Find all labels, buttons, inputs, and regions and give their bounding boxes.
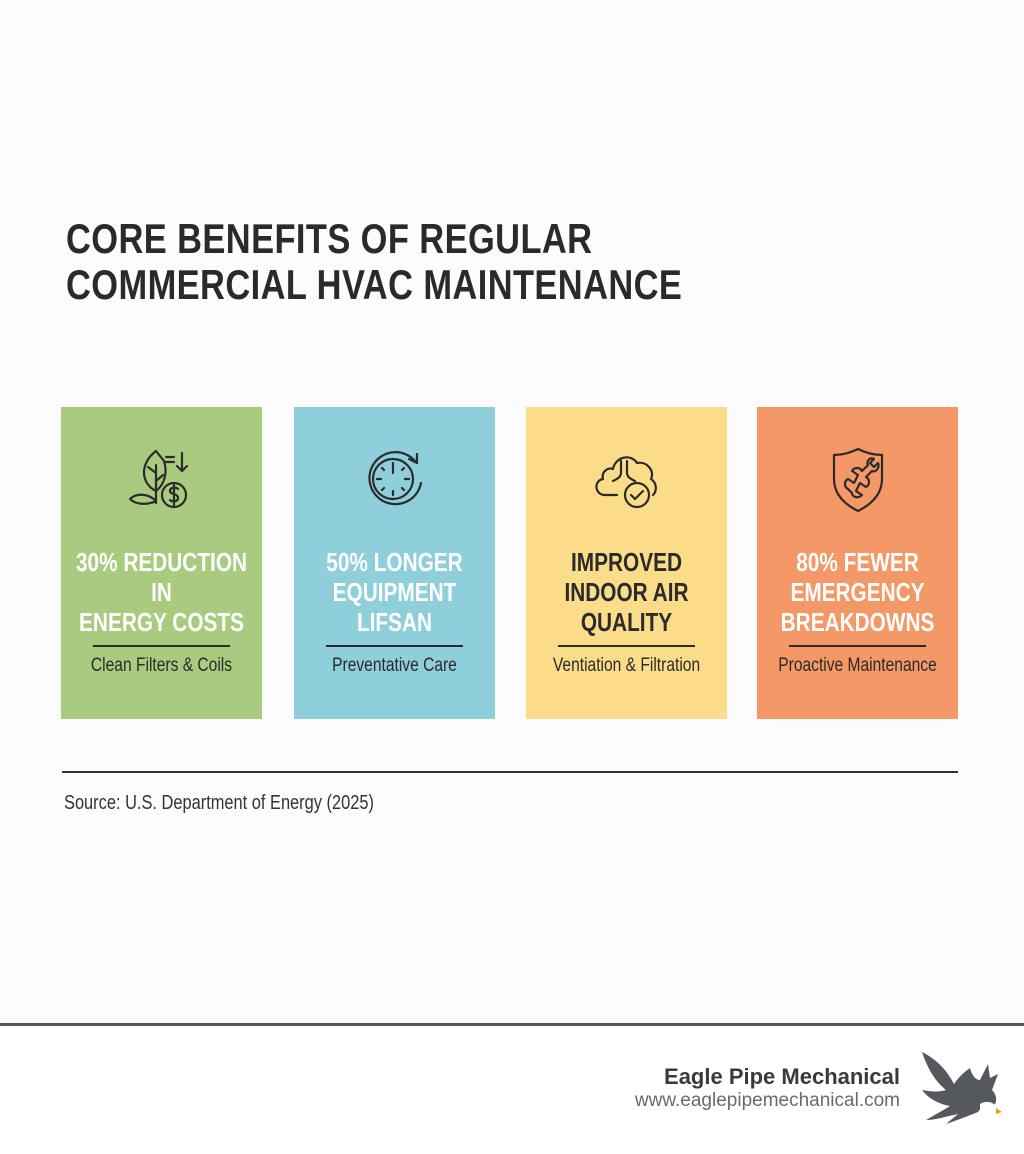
section-divider bbox=[62, 771, 958, 773]
leaf-dollar-down-icon bbox=[126, 443, 198, 515]
clock-cycle-icon bbox=[359, 443, 431, 515]
benefit-card-breakdowns bbox=[757, 407, 958, 719]
card-heading: 80% FEWER EMERGENCY BREAKDOWNS bbox=[780, 547, 935, 637]
benefit-card-lifespan bbox=[294, 407, 495, 719]
page-title bbox=[66, 216, 682, 308]
card-divider bbox=[558, 645, 695, 647]
card-subtitle: Ventiation & Filtration bbox=[552, 655, 701, 676]
card-divider bbox=[789, 645, 926, 647]
card-subtitle: Proactive Maintenance bbox=[778, 655, 937, 676]
card-divider bbox=[93, 645, 230, 647]
eagle-logo-icon bbox=[918, 1050, 1004, 1134]
brand-url[interactable]: www.eaglepipemechanical.com bbox=[634, 1090, 900, 1111]
shield-wrench-icon bbox=[822, 443, 894, 515]
card-heading: 50% LONGER EQUIPMENT LIFSAN bbox=[326, 547, 463, 637]
card-heading: 30% REDUCTION IN ENERGY COSTS bbox=[75, 547, 248, 637]
brand-name: Eagle Pipe Mechanical bbox=[664, 1064, 900, 1089]
title-line-1: CORE BENEFITS OF REGULAR bbox=[66, 215, 593, 262]
cloud-lungs-check-icon bbox=[591, 443, 663, 515]
card-heading: IMPROVED INDOOR AIR QUALITY bbox=[564, 547, 689, 637]
card-divider bbox=[326, 645, 463, 647]
benefit-card-air-quality bbox=[526, 407, 727, 719]
benefit-card-energy bbox=[61, 407, 262, 719]
source-note: Source: U.S. Department of Energy (2025) bbox=[64, 792, 374, 814]
card-subtitle: Preventative Care bbox=[332, 655, 457, 676]
title-line-2: COMMERCIAL HVAC MAINTENANCE bbox=[66, 261, 683, 308]
card-subtitle: Clean Filters & Coils bbox=[90, 655, 233, 676]
